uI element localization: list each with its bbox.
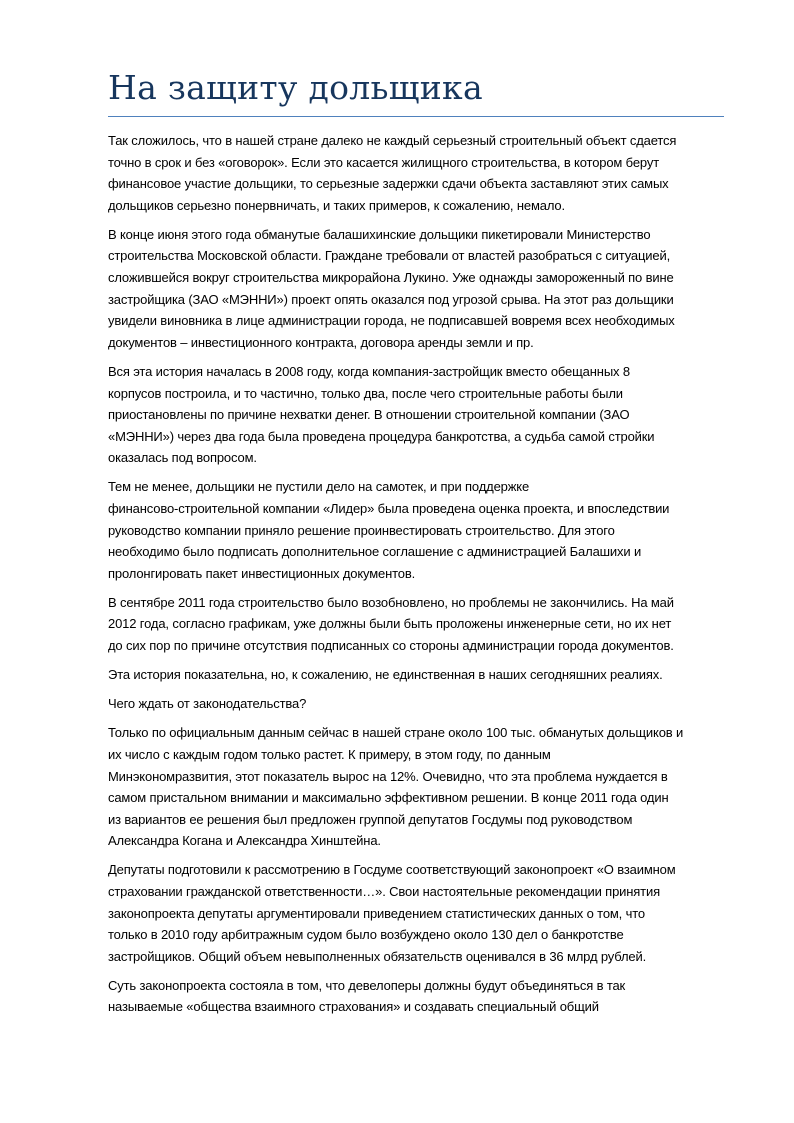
text-line: их число с каждым годом только растет. К примеру, в этом году, по данным	[108, 746, 551, 762]
paragraph	[108, 592, 724, 657]
text-line: называемые «общества взаимного страхования» и создавать специальный общий	[108, 999, 599, 1015]
text-line: Тем не менее, дольщики не пустили дело на самотек, и при поддержке	[108, 479, 530, 495]
text-line: корпусов построила, и то частично, только два, после чего строительные работы были	[108, 385, 623, 401]
text-line: до сих пор по причине отсутствия подписанных со стороны администрации города документов.	[108, 638, 674, 654]
text-line: Эта история показательна, но, к сожалению, не единственная в наших сегодняшних реалиях.	[108, 667, 663, 683]
paragraph	[108, 476, 724, 584]
paragraph	[108, 693, 724, 715]
text-line: застройщика (ЗАО «МЭННИ») проект опять оказался под угрозой срыва. На этот раз дольщики	[108, 291, 674, 307]
text-line: «МЭННИ») через два года была проведена процедура банкротства, а судьба самой стройки	[108, 428, 655, 444]
text-line: Суть законопроекта состояла в том, что девелоперы должны будут объединяться в так	[108, 977, 626, 993]
text-line: Минэкономразвития, этот показатель вырос на 12%. Очевидно, что эта проблема нуждается в	[108, 768, 668, 784]
document-body	[108, 130, 724, 1018]
text-line: Вся эта история началась в 2008 году, когда компания-застройщик вместо обещанных 8	[108, 363, 630, 379]
text-line: Чего ждать от законодательства?	[108, 696, 307, 712]
text-line: из вариантов ее решения был предложен группой депутатов Госдумы под руководством	[108, 811, 633, 827]
paragraph	[108, 722, 724, 852]
text-line: документов – инвестиционного контракта, договора аренды земли и пр.	[108, 334, 534, 350]
text-line: точно в срок и без «оговорок». Если это касается жилищного строительства, в котором берут	[108, 154, 660, 170]
text-line: В конце июня этого года обманутые балашихинские дольщики пикетировали Министерство	[108, 226, 651, 242]
text-line: Только по официальным данным сейчас в нашей стране около 100 тыс. обманутых дольщиков и	[108, 725, 684, 741]
paragraph	[108, 361, 724, 469]
text-line: руководство компании приняло решение проинвестировать строительство. Для этого	[108, 522, 615, 538]
document-page	[108, 66, 724, 1026]
text-line: оказалась под вопросом.	[108, 450, 257, 466]
paragraph	[108, 664, 724, 686]
text-line: самом пристальном внимании и максимально эффективном решении. В конце 2011 года один	[108, 790, 669, 806]
text-line: только в 2010 году арбитражным судом было возбуждено около 130 дел о банкротстве	[108, 927, 624, 943]
text-line: 2012 года, согласно графикам, уже должны были быть проложены инженерные сети, но их нет	[108, 616, 672, 632]
text-line: пролонгировать пакет инвестиционных документов.	[108, 565, 416, 581]
title-divider	[108, 116, 724, 117]
text-line: страховании гражданской ответственности…». Свои настоятельные рекомендации принятия	[108, 884, 660, 899]
text-line: Так сложилось, что в нашей стране далеко не каждый серьезный строительный объект сдается	[108, 133, 677, 148]
paragraph	[108, 130, 724, 216]
text-line: приостановлены по причине нехватки денег. В отношении строительной компании (ЗАО	[108, 407, 630, 423]
text-line: увидели виновника в лице администрации города, не подписавшей вовремя всех необходимых	[108, 313, 675, 329]
text-line: Александра Когана и Александра Хинштейна.	[108, 833, 381, 849]
text-line: строительства Московской области. Граждане требовали от властей разобраться с ситуацией,	[108, 248, 671, 264]
document-title: На защиту дольщика	[108, 68, 483, 107]
paragraph	[108, 859, 724, 967]
paragraph	[108, 975, 724, 1018]
text-line: необходимо было подписать дополнительное соглашение с администрацией Балашихи и	[108, 544, 642, 560]
text-line: финансово-строительной компании «Лидер» была проведена оценка проекта, и впоследствии	[108, 501, 670, 516]
text-line: дольщиков серьезно понервничать, и таких примеров, к сожалению, немало.	[108, 197, 565, 213]
text-line: финансовое участие дольщики, то серьезные задержки сдачи объекта заставляют этих самых	[108, 176, 669, 192]
text-line: сложившейся вокруг строительства микрорайона Лукино. Уже однажды замороженный по вине	[108, 270, 674, 286]
text-line: законопроекта депутаты аргументировали приведением статистических данных о том, что	[108, 905, 645, 921]
text-line: Депутаты подготовили к рассмотрению в Госдуме соответствующий законопроект «О взаимном	[108, 862, 676, 878]
paragraph	[108, 224, 724, 354]
text-line: В сентябре 2011 года строительство было возобновлено, но проблемы не закончились. На май	[108, 594, 674, 610]
text-line: застройщиков. Общий объем невыполненных обязательств оценивался в 36 млрд рублей.	[108, 948, 647, 964]
